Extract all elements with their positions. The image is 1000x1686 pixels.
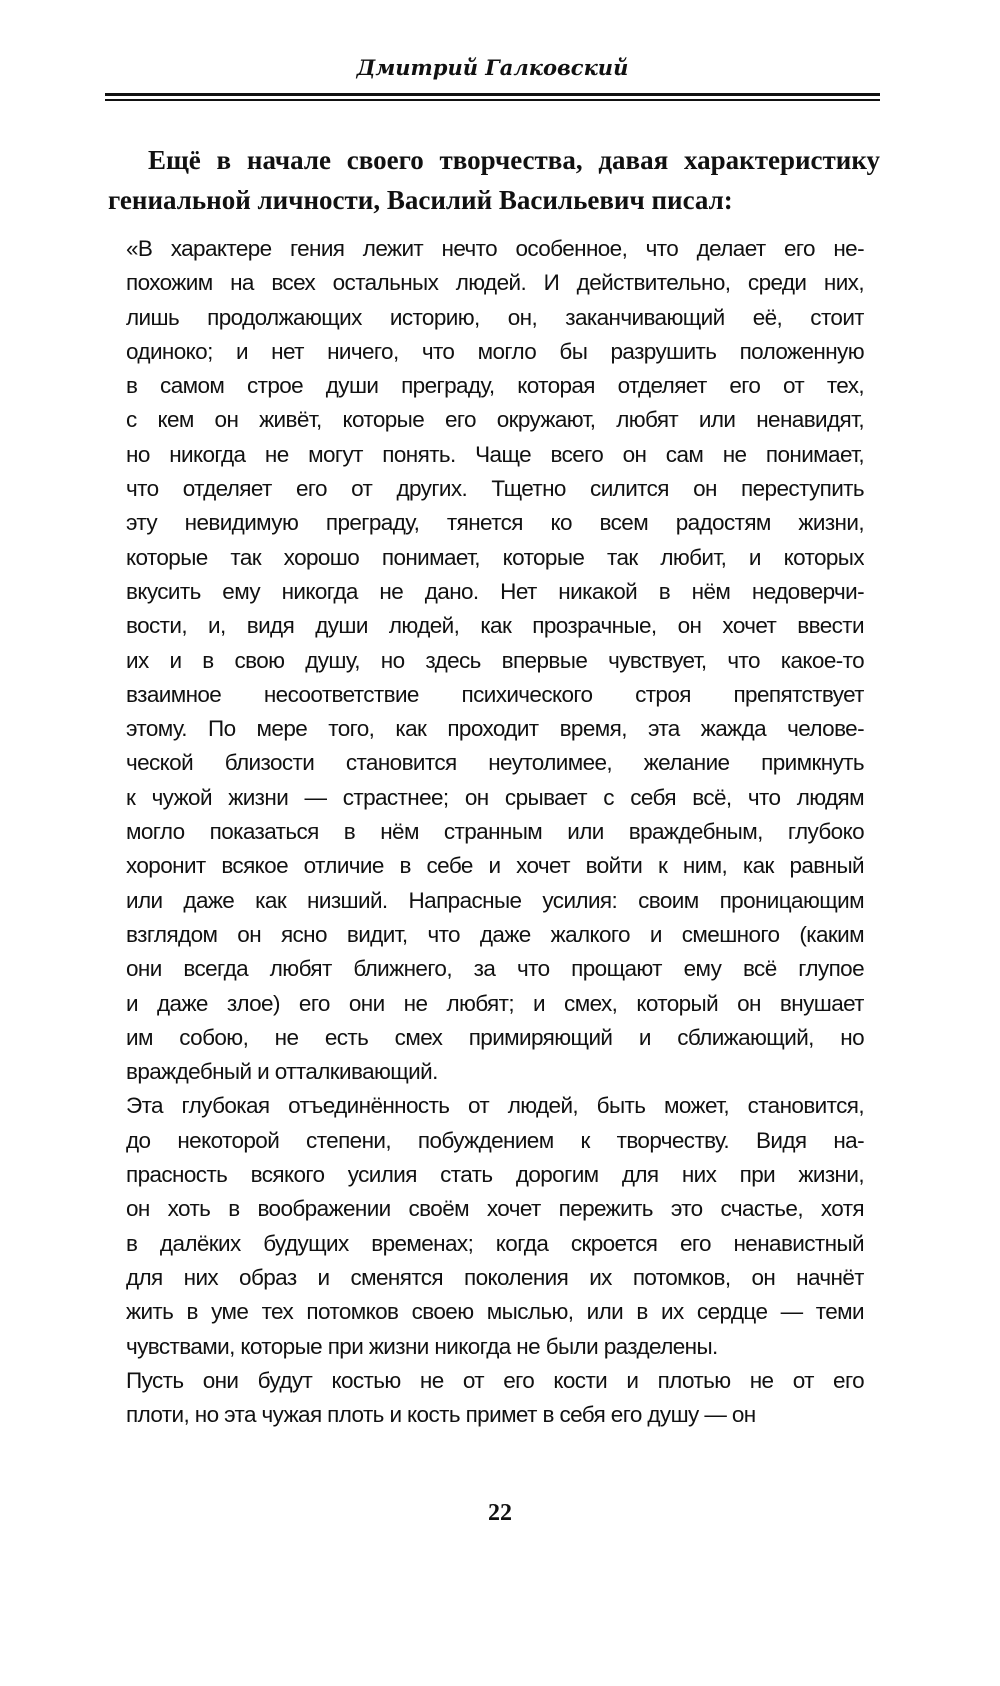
quote-line: лишь продолжающих историю, он, заканчивающий её, стоит [126,304,864,330]
quote-line: им собою, не есть смех примиряющий и сближающий, но [126,1024,864,1050]
quote-line: до некоторой степени, побуждением к творчеству. Видя на- [126,1127,864,1153]
quote-line: но никогда не могут понять. Чаще всего он сам не понимает, [126,441,864,467]
quote-line: Пусть они будут костью не от его кости и плотью не от его [126,1367,864,1393]
quote-line: эту невидимую преграду, тянется ко всем радостям жизни, [126,510,864,536]
quote-line: этому. По мере того, как проходит время, эта жажда челове- [126,716,864,742]
quotation-body [126,232,864,1432]
quote-line: их и в свою душу, но здесь впервые чувствует, что какое-то [126,647,864,673]
quote-line: плоти, но эта чужая плоть и кость примет в себя его душу — он [126,1402,756,1428]
quote-line: в самом строе души преграду, которая отделяет его от тех, [126,373,864,399]
lead-line: Ещё в начале своего творчества, давая характеристику [148,145,880,175]
quote-line: Эта глубокая отъединённость от людей, быть может, становится, [126,1093,864,1119]
quote-line: они всегда любят ближнего, за что прощают ему всё глупое [126,956,864,982]
quote-line: которые так хорошо понимает, которые так любит, и которых [126,544,864,570]
header-rule [105,93,880,96]
quote-line: хоронит всякое отличие в себе и хочет войти к ним, как равный [126,853,864,879]
lead-line: гениальной личности, Василий Васильевич писал: [108,185,733,215]
quote-line: вкусить ему никогда не дано. Нет никакой в нём недоверчи- [126,578,864,604]
quote-line: в далёких будущих временах; когда скроется его ненавистный [126,1230,864,1256]
quote-line: могло показаться в нём странным или враждебным, глубоко [126,819,864,845]
quote-line: он хоть в воображении своём хочет пережить это счастье, хотя [126,1196,864,1222]
quote-line: ческой близости становится неутолимее, желание примкнуть [126,750,864,776]
quote-line: прасность всякого усилия стать дорогим для них при жизни, [126,1162,864,1188]
quote-line: что отделяет его от других. Тщетно силится он переступить [126,476,864,502]
running-header-author: Дмитрий Галковский [356,55,629,80]
lead-paragraph [108,140,880,220]
quote-line: и даже злое) его они не любят; и смех, который он внушает [126,990,864,1016]
quote-line: или даже как низший. Напрасные усилия: своим проницающим [126,887,864,913]
quote-line: враждебный и отталкивающий. [126,1059,438,1085]
page-number: 22 [488,1500,512,1526]
header-rule-thin [105,99,880,101]
quote-line: одиноко; и нет ничего, что могло бы разрушить положенную [126,338,864,364]
quote-line: вости, и, видя души людей, как прозрачные, он хочет ввести [126,613,864,639]
quote-line: похожим на всех остальных людей. И действительно, среди них, [126,270,864,296]
quote-line: чувствами, которые при жизни никогда не были разделены. [126,1333,718,1359]
quote-line: жить в уме тех потомков своею мыслью, или в их сердце — теми [126,1299,864,1325]
quote-line: «В характере гения лежит нечто особенное, что делает его не- [126,236,864,261]
quote-line: взаимное несоответствие психического строя препятствует [126,681,864,707]
quote-line: взглядом он ясно видит, что даже жалкого и смешного (каким [126,921,864,947]
quote-line: с кем он живёт, которые его окружают, любят или ненавидят, [126,407,864,433]
quote-line: к чужой жизни — страстнее; он срывает с себя всё, что людям [126,784,864,810]
quote-line: для них образ и сменятся поколения их потомков, он начнёт [126,1264,864,1290]
